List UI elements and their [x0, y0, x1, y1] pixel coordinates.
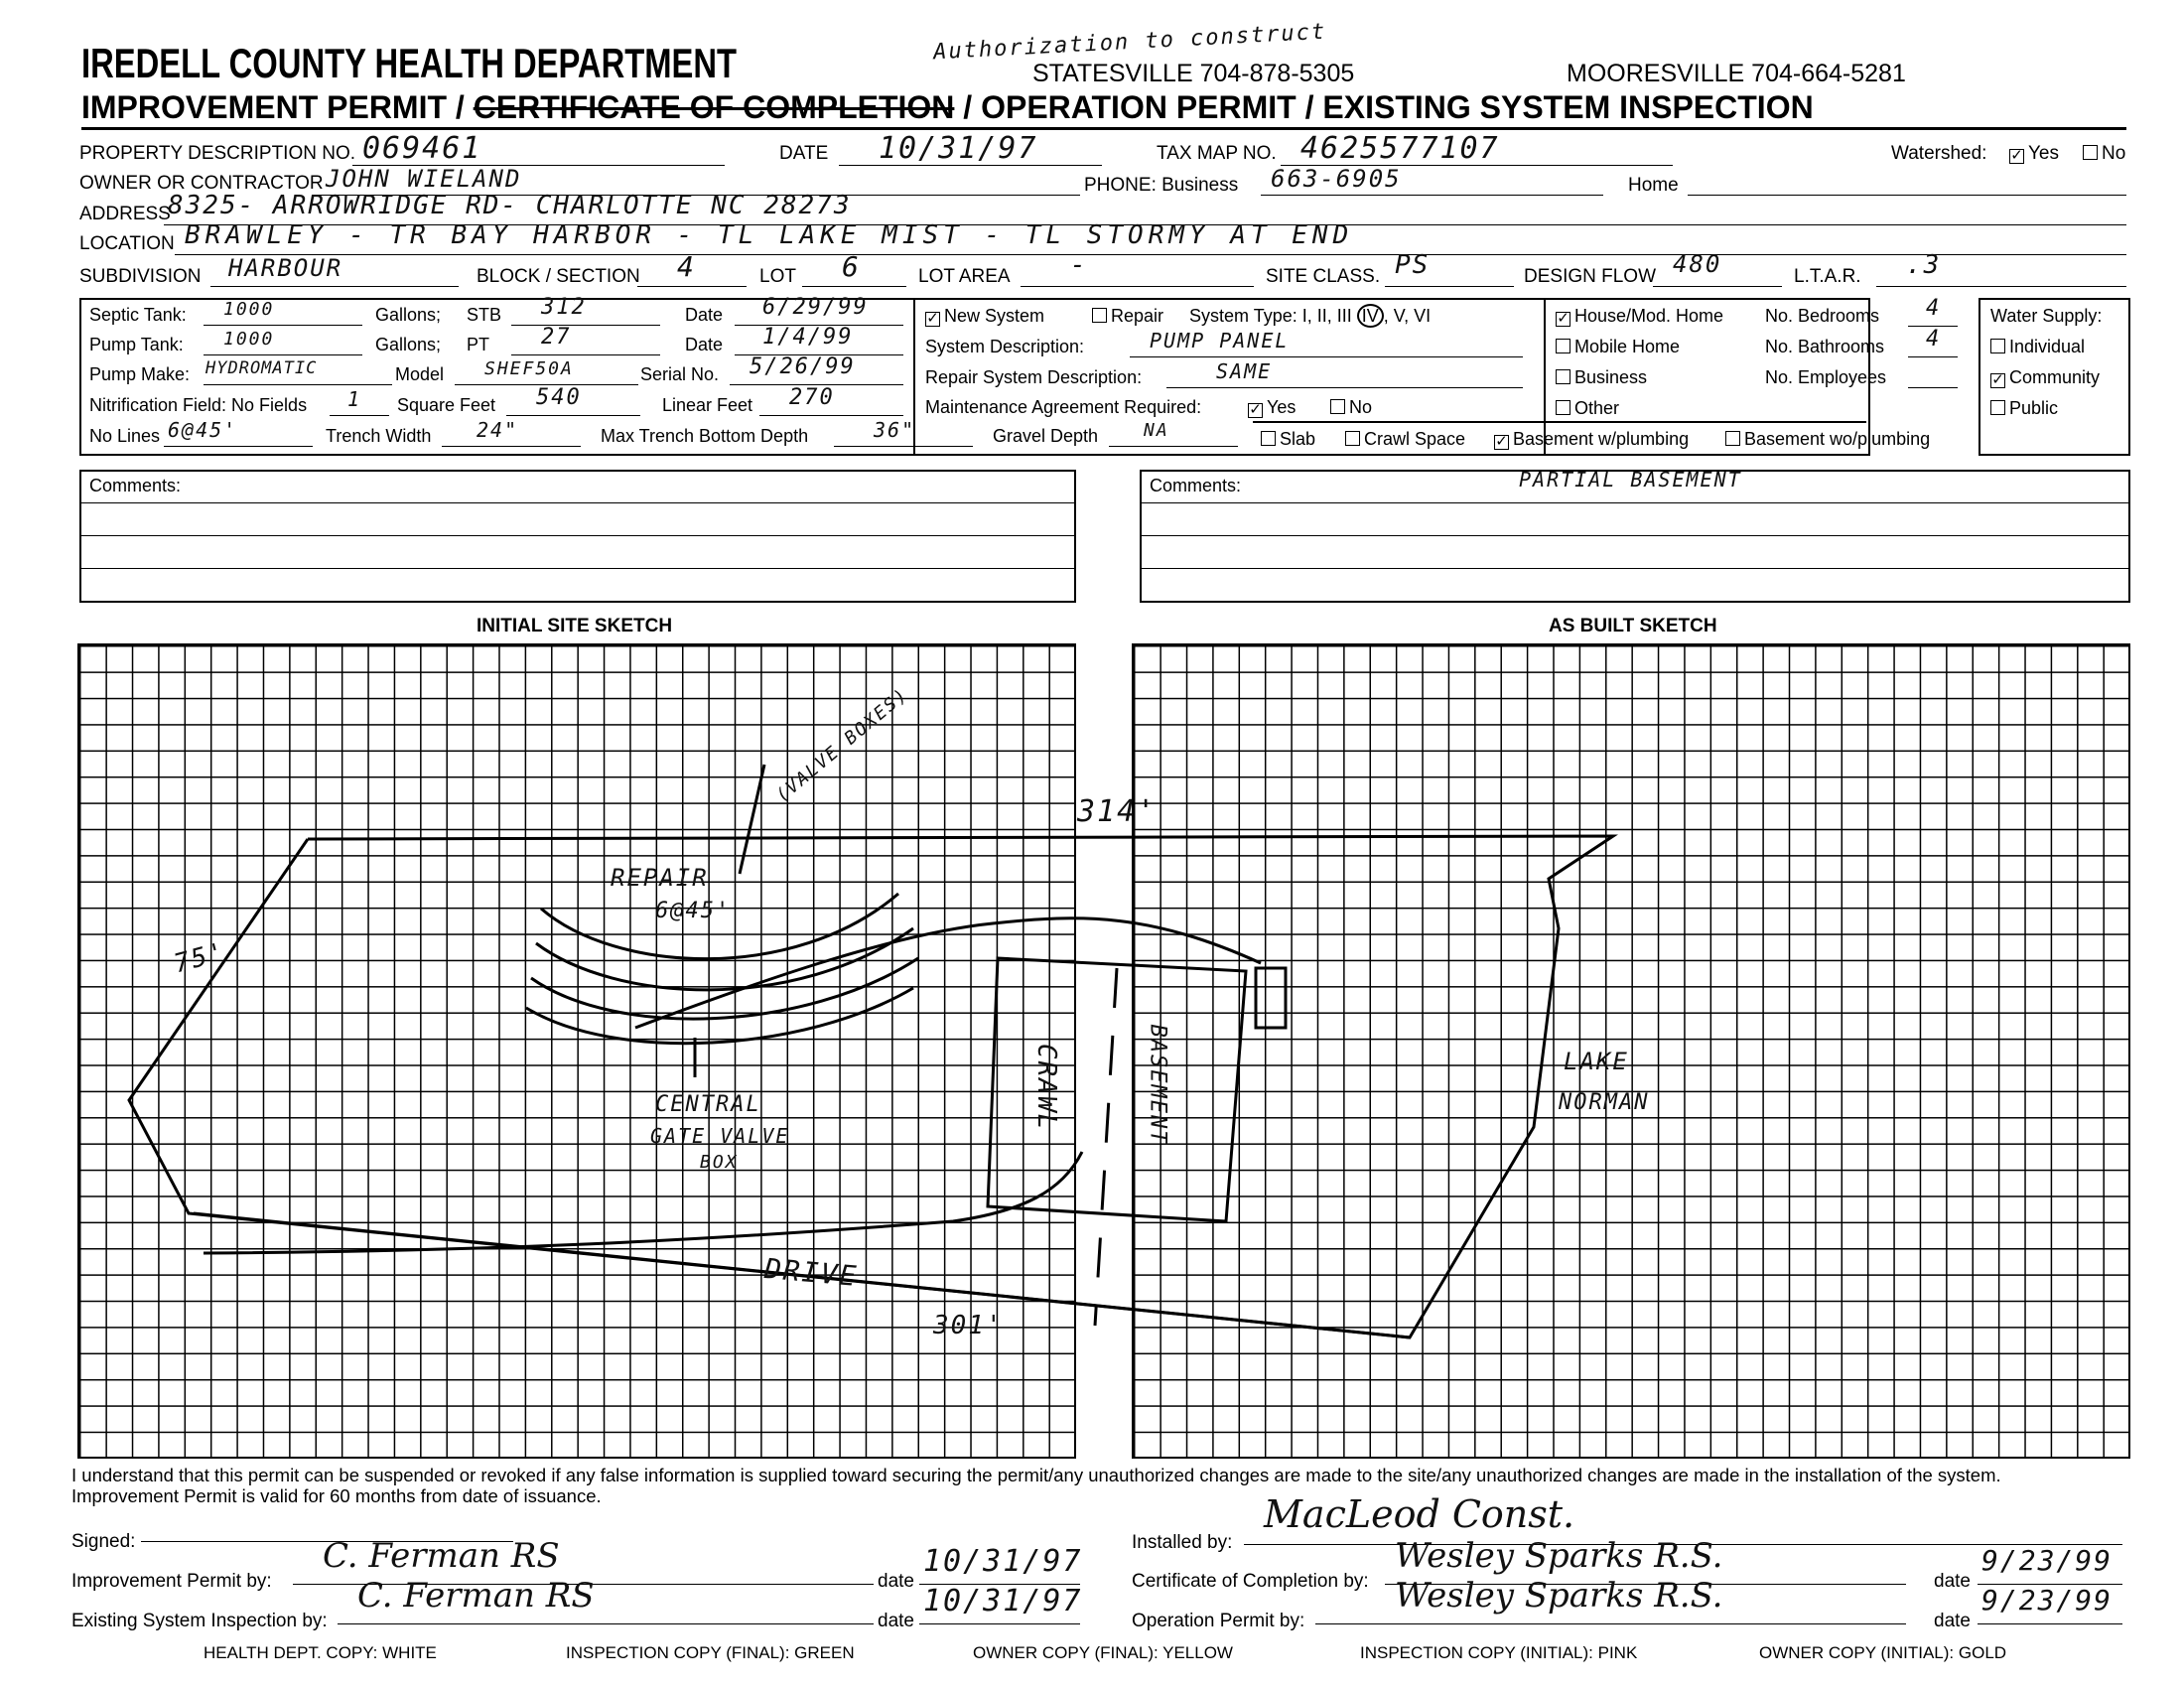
- dim-top-label: 314': [1077, 794, 1158, 829]
- septic-gallons-label: Gallons;: [375, 305, 442, 325]
- repair-label: REPAIR: [611, 864, 709, 892]
- existing-date-value: 10/31/97: [923, 1584, 1083, 1619]
- improvement-date-value: 10/31/97: [923, 1544, 1083, 1579]
- pump-date-label: Date: [685, 335, 724, 354]
- copy-owner-initial: OWNER COPY (INITIAL): GOLD: [1759, 1643, 2007, 1662]
- system-description-value: PUMP PANEL: [1150, 329, 1290, 352]
- lot-label: LOT: [759, 266, 796, 287]
- comments-right-label: Comments:: [1150, 476, 1242, 495]
- water-public-checkbox[interactable]: Public: [1990, 398, 2058, 419]
- dim-bottom-label: 301': [933, 1311, 1004, 1340]
- maintenance-label: Maintenance Agreement Required:: [925, 397, 1202, 417]
- location-value: BRAWLEY - TR BAY HARBOR - TL LAKE MIST - TL STORMY AT END: [185, 220, 1354, 250]
- certificate-of-completion-label: CERTIFICATE OF COMPLETION: [473, 89, 955, 125]
- owner-label: OWNER OR CONTRACTOR: [79, 173, 324, 194]
- operation-permit-signature: Wesley Sparks R.S.: [1395, 1576, 1723, 1616]
- house-outline: [988, 958, 1246, 1221]
- repair-checkbox[interactable]: Repair: [1092, 306, 1163, 327]
- property-desc-value: 069461: [362, 131, 482, 166]
- ltar-value: .3: [1906, 250, 1942, 280]
- crawl-space-checkbox[interactable]: Crawl Space: [1345, 429, 1465, 450]
- norman-label: NORMAN: [1559, 1090, 1650, 1115]
- disclaimer-line-2: Improvement Permit is valid for 60 months from date of issuance.: [71, 1485, 602, 1506]
- location-label: LOCATION: [79, 233, 175, 254]
- square-feet-label: Square Feet: [397, 395, 496, 415]
- certificate-completion-signature: Wesley Sparks R.S.: [1395, 1536, 1723, 1576]
- phone-business-value: 663-6905: [1271, 165, 1402, 193]
- copy-inspection-final: INSPECTION COPY (FINAL): GREEN: [566, 1643, 855, 1662]
- lot-area-label: LOT AREA: [918, 266, 1011, 287]
- operation-date-label: date: [1934, 1611, 1971, 1631]
- certificate-completion-label: Certificate of Completion by:: [1132, 1571, 1369, 1592]
- serial-no-value: 5/26/99: [750, 354, 856, 379]
- mobile-home-checkbox[interactable]: Mobile Home: [1556, 337, 1680, 357]
- serial-no-label: Serial No.: [640, 364, 720, 384]
- existing-inspection-label: Existing System Inspection by:: [71, 1611, 328, 1631]
- max-depth-label: Max Trench Bottom Depth: [601, 426, 809, 446]
- operation-date-field[interactable]: [1978, 1584, 2122, 1624]
- pump-model-value: SHEF50A: [484, 358, 574, 379]
- address-label: ADDRESS: [79, 204, 171, 224]
- gate-valve-label: GATE VALVE: [650, 1124, 790, 1148]
- pump-tank-value: 1000: [223, 329, 275, 350]
- tax-map-label: TAX MAP NO.: [1157, 143, 1277, 164]
- water-community-checkbox[interactable]: ✓Community: [1990, 367, 2100, 388]
- signed-label: Signed:: [71, 1531, 136, 1552]
- no-lines-value: 6@45': [168, 418, 238, 442]
- stb-label: STB: [467, 305, 502, 325]
- phone-home-label: Home: [1628, 175, 1679, 196]
- linear-feet-value: 270: [789, 385, 835, 410]
- certificate-date-label: date: [1934, 1571, 1971, 1592]
- tax-map-value: 4625577107: [1300, 131, 1500, 166]
- improvement-permit-label: IMPROVEMENT PERMIT /: [81, 89, 465, 125]
- design-flow-label: DESIGN FLOW: [1524, 266, 1657, 287]
- valve-boxes-label: (VALVE BOXES): [771, 683, 913, 807]
- lot-value: 6: [842, 250, 861, 283]
- copy-health-dept: HEALTH DEPT. COPY: WHITE: [204, 1643, 437, 1662]
- mooresville-phone: MOORESVILLE 704-664-5281: [1567, 60, 1906, 87]
- crawl-label: CRAWL: [1031, 1043, 1062, 1132]
- comments-left-label: Comments:: [89, 476, 182, 495]
- property-desc-label: PROPERTY DESCRIPTION NO.: [79, 143, 356, 164]
- new-system-checkbox[interactable]: ✓New System: [925, 306, 1044, 327]
- initial-sketch-title: INITIAL SITE SKETCH: [477, 616, 673, 636]
- dim-left-label: 75': [171, 936, 229, 980]
- operation-existing-label: / OPERATION PERMIT / EXISTING SYSTEM INSPECTION: [963, 89, 1814, 125]
- lot-curve: [635, 918, 1261, 1028]
- system-description-label: System Description:: [925, 337, 1085, 356]
- square-feet-value: 540: [536, 385, 582, 410]
- max-depth-value: 36": [874, 418, 916, 442]
- lines-label: 6@45': [655, 899, 732, 923]
- stb-value: 312: [541, 295, 587, 320]
- copy-owner-final: OWNER COPY (FINAL): YELLOW: [973, 1643, 1233, 1662]
- maintenance-no-checkbox[interactable]: No: [1330, 397, 1372, 418]
- certificate-date-field[interactable]: [1978, 1544, 2122, 1585]
- subdivision-value: HARBOUR: [228, 254, 343, 282]
- authorization-note: Authorization to construct: [932, 19, 1327, 66]
- copy-inspection-initial: INSPECTION COPY (INITIAL): PINK: [1360, 1643, 1638, 1662]
- system-type-iv-circled[interactable]: IV: [1357, 304, 1384, 328]
- house-mod-home-checkbox[interactable]: ✓House/Mod. Home: [1556, 306, 1723, 327]
- site-class-label: SITE CLASS.: [1266, 266, 1381, 287]
- existing-inspection-signature: C. Ferman RS: [357, 1576, 595, 1616]
- bedrooms-value: 4: [1926, 296, 1942, 321]
- repair-description-value: SAME: [1216, 359, 1273, 383]
- pump-date-value: 1/4/99: [762, 325, 854, 350]
- gravel-depth-label: Gravel Depth: [993, 426, 1099, 446]
- trench-width-value: 24": [477, 418, 519, 442]
- bathrooms-value: 4: [1926, 327, 1942, 352]
- owner-value: JOHN WIELAND: [326, 165, 522, 193]
- improvement-date-field[interactable]: [919, 1544, 1083, 1585]
- existing-date-field[interactable]: [919, 1584, 1083, 1624]
- pump-make-label: Pump Make:: [89, 364, 191, 384]
- no-lines-label: No Lines: [89, 426, 161, 446]
- bedrooms-label: No. Bedrooms: [1765, 306, 1880, 326]
- block-section-value: 4: [677, 250, 696, 283]
- existing-inspection-signature-field[interactable]: [338, 1576, 874, 1624]
- system-type-label: System Type: I, II, III: [1189, 306, 1352, 326]
- employees-label: No. Employees: [1765, 367, 1887, 387]
- watershed-no-checkbox[interactable]: No: [2083, 143, 2125, 165]
- lake-label: LAKE: [1564, 1048, 1629, 1075]
- nitrification-label: Nitrification Field: No Fields: [89, 395, 308, 415]
- water-supply-label: Water Supply:: [1990, 306, 2103, 326]
- basement-with-plumbing-checkbox[interactable]: ✓ Basement w/plumbing: [1494, 429, 1689, 450]
- operation-permit-signature-field[interactable]: [1315, 1576, 1906, 1624]
- drive-line: [204, 1152, 1082, 1253]
- subdivision-label: SUBDIVISION: [79, 266, 202, 287]
- pump-make-value: HYDROMATIC: [205, 358, 318, 378]
- slab-checkbox[interactable]: Slab: [1261, 429, 1315, 450]
- bathrooms-label: No. Bathrooms: [1765, 337, 1885, 356]
- installed-by-label: Installed by:: [1132, 1532, 1233, 1553]
- drive-label: DRIVE: [762, 1251, 860, 1294]
- installed-by-value: MacLeod Const.: [1264, 1492, 1575, 1536]
- improvement-permit-label: Improvement Permit by:: [71, 1571, 272, 1592]
- disclaimer-text: [71, 1465, 2136, 1506]
- basement-without-plumbing-checkbox[interactable]: Basement wo/plumbing: [1725, 429, 1930, 450]
- certificate-date-value: 9/23/99: [1981, 1544, 2114, 1577]
- improvement-permit-signature: C. Ferman RS: [323, 1536, 560, 1576]
- trench-width-label: Trench Width: [326, 426, 432, 446]
- phone-business-label: PHONE: Business: [1084, 175, 1239, 196]
- operation-date-value: 9/23/99: [1981, 1584, 2114, 1617]
- linear-feet-label: Linear Feet: [662, 395, 753, 415]
- date-label: DATE: [779, 143, 829, 164]
- comments-right-value: PARTIAL BASEMENT: [1519, 468, 1742, 492]
- nitrification-fields-value: 1: [347, 387, 362, 411]
- gravel-depth-value: NA: [1144, 420, 1169, 441]
- pump-gallons-label: Gallons;: [375, 335, 442, 354]
- date-value: 10/31/97: [879, 131, 1038, 166]
- repair-description-label: Repair System Description:: [925, 367, 1143, 387]
- lot-area-value: -: [1070, 250, 1088, 280]
- operation-permit-label: Operation Permit by:: [1132, 1611, 1305, 1631]
- central-label: CENTRAL: [655, 1092, 761, 1117]
- department-title: IREDELL COUNTY HEALTH DEPARTMENT: [81, 40, 738, 86]
- business-checkbox[interactable]: Business: [1556, 367, 1647, 388]
- property-boundary: [129, 836, 1613, 1337]
- maintenance-yes-checkbox[interactable]: ✓ Yes: [1248, 397, 1296, 418]
- box-label: BOX: [700, 1152, 739, 1173]
- basement-label: BASEMENT: [1145, 1024, 1170, 1146]
- design-flow-value: 480: [1673, 250, 1722, 278]
- watershed-label: Watershed:: [1891, 143, 1987, 164]
- watershed-yes-checkbox[interactable]: ✓ Yes: [2009, 143, 2059, 165]
- pt-value: 27: [541, 325, 572, 350]
- address-value: 8325- ARROWRIDGE RD- CHARLOTTE NC 28273: [168, 191, 852, 220]
- disclaimer-line-1: I understand that this permit can be suspended or revoked if any false information is supplied toward securing the permit/any unauthorized changes are made to the site/any unauthorized changes are made in the installation of the system.: [71, 1465, 2001, 1485]
- septic-date-value: 6/29/99: [762, 295, 869, 320]
- septic-tank-value: 1000: [223, 299, 275, 320]
- water-individual-checkbox[interactable]: Individual: [1990, 337, 2085, 357]
- system-type-options: System Type: I, II, III IV , V, VI: [1189, 306, 1432, 326]
- septic-date-label: Date: [685, 305, 724, 325]
- pt-label: PT: [467, 335, 490, 354]
- septic-tank-label: Septic Tank:: [89, 305, 187, 325]
- site-class-value: PS: [1395, 250, 1431, 280]
- improvement-date-label: date: [878, 1571, 914, 1592]
- other-checkbox[interactable]: Other: [1556, 398, 1619, 419]
- pump-model-label: Model: [395, 364, 445, 384]
- statesville-phone: STATESVILLE 704-878-5305: [1032, 60, 1355, 87]
- ltar-label: L.T.A.R.: [1794, 266, 1861, 287]
- pump-tank-label: Pump Tank:: [89, 335, 184, 354]
- as-built-sketch-title: AS BUILT SKETCH: [1549, 616, 1717, 636]
- block-section-label: BLOCK / SECTION: [477, 266, 640, 287]
- existing-date-label: date: [878, 1611, 914, 1631]
